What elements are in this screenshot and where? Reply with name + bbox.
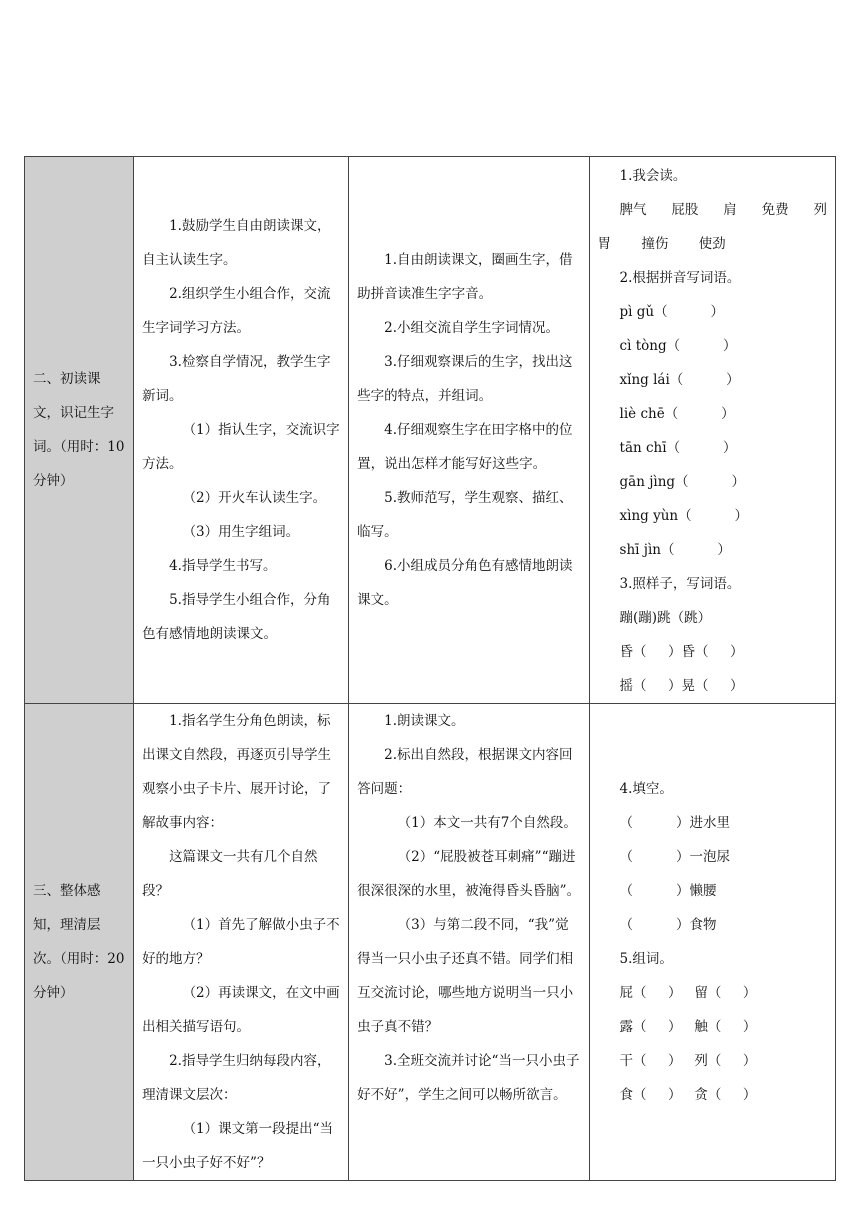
pinyin-item: gān jìng（ ）: [619, 474, 745, 490]
teacher-step: （2）再读课文，在文中画出相关描写语句。: [142, 985, 340, 1035]
pinyin-item: tān chī（ ）: [619, 440, 737, 456]
teacher-step: 2.指导学生归纳每段内容，理清课文层次：: [142, 1053, 331, 1103]
student-step: 4.仔细观察生字在田字格中的位置，说出怎样才能写好这些字。: [357, 422, 573, 472]
word: 脾气: [619, 202, 647, 218]
exercise-line: （ ）一泡尿: [619, 849, 730, 865]
lesson-plan-table: [24, 156, 836, 1181]
exercise-title: 1.我会读。: [619, 168, 687, 184]
teacher-step: 2.组织学生小组合作，交流生字词学习方法。: [142, 286, 331, 336]
pinyin-item: shī jìn（ ）: [619, 542, 731, 558]
student-step: 5.教师范写，学生观察、描红、临写。: [357, 490, 573, 540]
word: 肩: [723, 202, 737, 218]
pinyin-item: cì tòng（ ）: [619, 338, 737, 354]
exercise-line: 摇（ ）晃（ ）: [619, 678, 744, 694]
table-row: [25, 157, 836, 704]
word: 胃: [597, 236, 612, 252]
student-step: （3）与第二段不同，“我”觉得当一只小虫子还真不错。同学们相互交流讨论，哪些地方说明当一只小虫子真不错？: [357, 917, 574, 1035]
teacher-activity-cell: [134, 704, 349, 1181]
teacher-step: 1.鼓励学生自由朗读课文，自主认读生字。: [142, 218, 331, 268]
exercise-line: 露（ ） 触（ ）: [619, 1019, 757, 1035]
exercise-line: 食（ ） 贪（ ）: [619, 1087, 757, 1103]
word: 撞伤: [641, 236, 669, 252]
teacher-step: 3.检察自学情况，教学生字新词。: [142, 354, 331, 404]
exercise-line: 屁（ ） 留（ ）: [619, 985, 757, 1001]
teacher-activity-cell: [134, 157, 349, 704]
word-list: [598, 227, 827, 261]
student-step: 1.朗读课文。: [384, 713, 465, 729]
teacher-step: 这篇课文一共有几个自然段？: [142, 849, 318, 899]
student-step: （2）“屁股被苍耳刺痛”“蹦进很深很深的水里，被淹得昏头昏脑”。: [357, 849, 581, 899]
teacher-step: （1）指认生字，交流识字方法。: [142, 422, 340, 472]
exercise-line: 干（ ） 列（ ）: [619, 1053, 757, 1069]
exercise-line: 昏（ ）昏（ ）: [619, 644, 744, 660]
student-step: （1）本文一共有7个自然段。: [397, 815, 577, 831]
word: 使劲: [698, 236, 726, 252]
pinyin-item: xìng yùn（ ）: [619, 508, 749, 524]
exercise-cell: [589, 704, 835, 1181]
exercise-title: 2.根据拼音写词语。: [619, 270, 741, 286]
pinyin-item: liè chē（ ）: [619, 406, 735, 422]
pinyin-item: xǐng lái（ ）: [619, 372, 740, 388]
pinyin-item: pì gǔ（ ）: [619, 304, 725, 320]
exercise-title: 3.照样子，写词语。: [619, 576, 741, 592]
stage-cell: 三、整体感知，理清层次。（用时：20分钟）: [25, 704, 134, 1181]
word: 列: [813, 202, 827, 218]
student-step: 2.小组交流自学生字词情况。: [384, 320, 560, 336]
word: 屁股: [671, 202, 699, 218]
student-step: 1.自由朗读课文，圈画生字，借助拼音读准生字字音。: [357, 252, 573, 302]
exercise-title: 5.组词。: [619, 951, 673, 967]
teacher-step: 1.指名学生分角色朗读，标出课文自然段，再逐页引导学生观察小虫子卡片、展开讨论，了解故事内容：: [142, 713, 332, 831]
exercise-line: 蹦(蹦)跳（跳）: [619, 610, 712, 626]
student-step: 3.仔细观察课后的生字，找出这些字的特点，并组词。: [357, 354, 573, 404]
teacher-step: （1）课文第一段提出“当一只小虫子好不好”？: [142, 1121, 334, 1171]
table-row: [25, 704, 836, 1181]
teacher-step: （3）用生字组词。: [182, 524, 300, 540]
teacher-step: （2）开火车认读生字。: [182, 490, 327, 506]
exercise-line: （ ）进水里: [619, 815, 730, 831]
student-step: 2.标出自然段，根据课文内容回答问题：: [357, 747, 573, 797]
student-step: 6.小组成员分角色有感情地朗读课文。: [357, 558, 573, 608]
stage-cell: 二、初读课文，识记生字词。（用时：10分钟）: [25, 157, 134, 704]
student-activity-cell: [349, 157, 589, 704]
teacher-step: 5.指导学生小组合作，分角色有感情地朗读课文。: [142, 592, 331, 642]
word-list: [598, 193, 827, 227]
exercise-line: （ ）懒腰: [619, 883, 717, 899]
student-step: 3.全班交流并讨论“当一只小虫子好不好”，学生之间可以畅所欲言。: [357, 1053, 580, 1103]
exercise-title: 4.填空。: [619, 781, 673, 797]
student-activity-cell: [349, 704, 589, 1181]
teacher-step: （1）首先了解做小虫子不好的地方？: [142, 917, 340, 967]
word: 免费: [761, 202, 789, 218]
exercise-cell: [589, 157, 835, 704]
teacher-step: 4.指导学生书写。: [169, 558, 277, 574]
exercise-line: （ ）食物: [619, 917, 717, 933]
